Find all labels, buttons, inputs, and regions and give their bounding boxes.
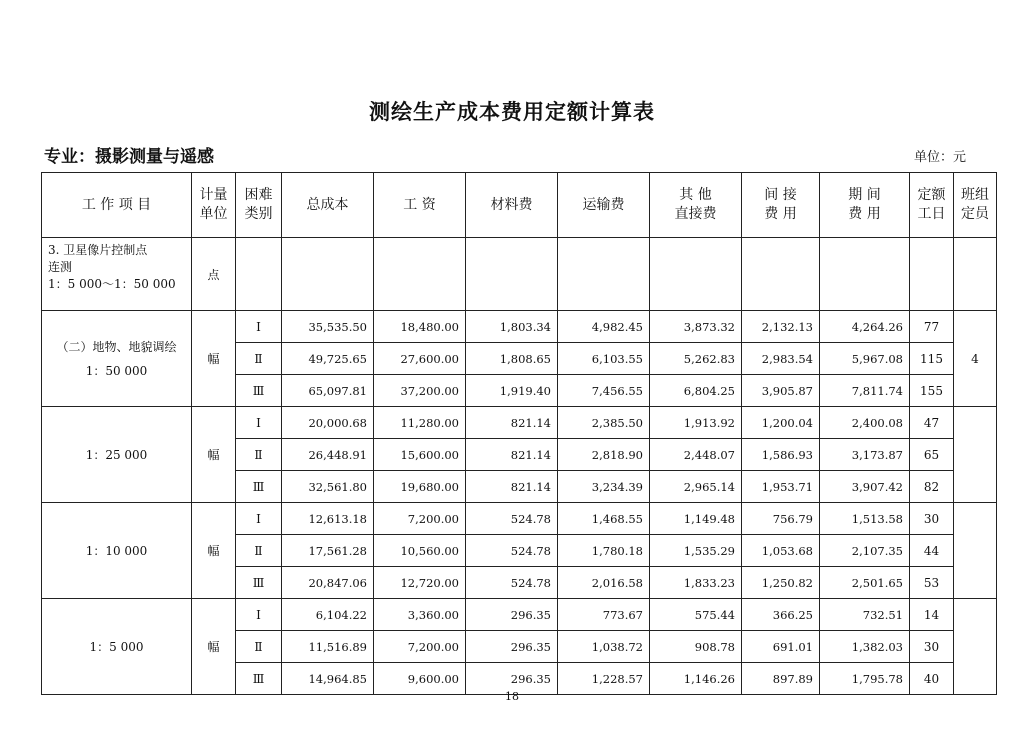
period-cell: 2,107.35 <box>820 535 910 567</box>
table-row <box>42 311 997 343</box>
item-line: 1：5 000～1：50 000 <box>48 277 176 291</box>
transport-cell: 1,228.57 <box>558 663 650 695</box>
indirect-cell: 1,953.71 <box>742 471 820 503</box>
days-cell: 155 <box>910 375 954 407</box>
material-cell: 296.35 <box>466 663 558 695</box>
empty-cell <box>820 238 910 311</box>
column-header-line: 类别 <box>244 206 273 222</box>
page-number: 18 <box>505 690 519 703</box>
item-cell <box>42 311 192 407</box>
item-line: 3. 卫星像片控制点 <box>48 243 148 257</box>
column-header-line: 运输费 <box>582 196 625 213</box>
unit-label: 单位：元 <box>913 150 966 165</box>
total-cell: 17,561.28 <box>282 535 374 567</box>
table-row <box>42 238 997 311</box>
unit-cell: 幅 <box>192 503 236 599</box>
material-cell: 1,803.34 <box>466 311 558 343</box>
class-cell: Ⅱ <box>236 631 282 663</box>
days-cell: 77 <box>910 311 954 343</box>
wage-cell: 7,200.00 <box>374 503 466 535</box>
item-cell <box>42 407 192 503</box>
wage-cell: 3,360.00 <box>374 599 466 631</box>
indirect-cell: 691.01 <box>742 631 820 663</box>
other-cell: 1,913.92 <box>650 407 742 439</box>
days-cell: 30 <box>910 631 954 663</box>
class-cell: Ⅲ <box>236 375 282 407</box>
indirect-cell: 3,905.87 <box>742 375 820 407</box>
days-cell: 82 <box>910 471 954 503</box>
material-cell: 296.35 <box>466 599 558 631</box>
days-cell: 115 <box>910 343 954 375</box>
days-cell: 53 <box>910 567 954 599</box>
indirect-cell: 2,132.13 <box>742 311 820 343</box>
item-line: （二）地物、地貌调绘 <box>56 339 177 354</box>
period-cell: 732.51 <box>820 599 910 631</box>
unit-cell: 点 <box>192 238 236 311</box>
indirect-cell: 2,983.54 <box>742 343 820 375</box>
wage-cell: 10,560.00 <box>374 535 466 567</box>
days-cell: 47 <box>910 407 954 439</box>
unit-cell: 幅 <box>192 407 236 503</box>
material-cell: 524.78 <box>466 567 558 599</box>
column-header-line: 困难 <box>244 187 273 203</box>
column-header <box>558 173 650 238</box>
column-header <box>466 173 558 238</box>
period-cell: 1,795.78 <box>820 663 910 695</box>
period-cell: 2,501.65 <box>820 567 910 599</box>
empty-cell <box>954 238 997 311</box>
column-header <box>236 173 282 238</box>
wage-cell: 11,280.00 <box>374 407 466 439</box>
crew-cell <box>954 503 997 599</box>
table-row <box>42 407 997 439</box>
transport-cell: 1,468.55 <box>558 503 650 535</box>
total-cell: 49,725.65 <box>282 343 374 375</box>
item-line: 1：50 000 <box>85 363 148 378</box>
column-header-line: 总成本 <box>306 196 349 213</box>
class-cell: Ⅲ <box>236 471 282 503</box>
days-cell: 40 <box>910 663 954 695</box>
column-header <box>820 173 910 238</box>
item-line: 连测 <box>48 260 73 274</box>
crew-cell: 4 <box>954 311 997 407</box>
period-cell: 1,382.03 <box>820 631 910 663</box>
empty-cell <box>742 238 820 311</box>
other-cell: 1,146.26 <box>650 663 742 695</box>
indirect-cell: 366.25 <box>742 599 820 631</box>
column-header <box>910 173 954 238</box>
days-cell: 30 <box>910 503 954 535</box>
other-cell: 2,965.14 <box>650 471 742 503</box>
transport-cell: 7,456.55 <box>558 375 650 407</box>
total-cell: 35,535.50 <box>282 311 374 343</box>
transport-cell: 4,982.45 <box>558 311 650 343</box>
total-cell: 14,964.85 <box>282 663 374 695</box>
period-cell: 3,907.42 <box>820 471 910 503</box>
cost-table <box>41 172 997 695</box>
material-cell: 821.14 <box>466 407 558 439</box>
transport-cell: 3,234.39 <box>558 471 650 503</box>
total-cell: 20,000.68 <box>282 407 374 439</box>
class-cell: Ⅰ <box>236 311 282 343</box>
total-cell: 32,561.80 <box>282 471 374 503</box>
wage-cell: 27,600.00 <box>374 343 466 375</box>
transport-cell: 2,385.50 <box>558 407 650 439</box>
column-header-line: 定员 <box>961 206 989 222</box>
period-cell: 3,173.87 <box>820 439 910 471</box>
table-row <box>42 503 997 535</box>
transport-cell: 1,038.72 <box>558 631 650 663</box>
other-cell: 1,149.48 <box>650 503 742 535</box>
indirect-cell: 1,586.93 <box>742 439 820 471</box>
transport-cell: 6,103.55 <box>558 343 650 375</box>
class-cell: Ⅱ <box>236 535 282 567</box>
class-cell: Ⅰ <box>236 599 282 631</box>
column-header <box>192 173 236 238</box>
class-cell: Ⅱ <box>236 343 282 375</box>
item-cell <box>42 238 192 311</box>
material-cell: 1,919.40 <box>466 375 558 407</box>
other-cell: 1,535.29 <box>650 535 742 567</box>
column-header-line: 期 间 <box>848 187 881 203</box>
column-header-line: 费 用 <box>848 206 881 222</box>
empty-cell <box>910 238 954 311</box>
wage-cell: 19,680.00 <box>374 471 466 503</box>
class-cell: Ⅰ <box>236 503 282 535</box>
column-header-line: 间 接 <box>764 187 797 203</box>
empty-cell <box>650 238 742 311</box>
indirect-cell: 897.89 <box>742 663 820 695</box>
total-cell: 12,613.18 <box>282 503 374 535</box>
total-cell: 11,516.89 <box>282 631 374 663</box>
column-header <box>742 173 820 238</box>
other-cell: 6,804.25 <box>650 375 742 407</box>
column-header-line: 费 用 <box>764 206 797 222</box>
period-cell: 1,513.58 <box>820 503 910 535</box>
item-line: 1：25 000 <box>85 447 148 462</box>
days-cell: 14 <box>910 599 954 631</box>
column-header-line: 材料费 <box>490 196 533 213</box>
specialty-label: 专业：摄影测量与遥感 <box>44 147 214 167</box>
material-cell: 524.78 <box>466 535 558 567</box>
wage-cell: 12,720.00 <box>374 567 466 599</box>
other-cell: 5,262.83 <box>650 343 742 375</box>
item-line: 1：5 000 <box>89 639 144 654</box>
wage-cell: 37,200.00 <box>374 375 466 407</box>
column-header-line: 工 资 <box>403 196 436 213</box>
empty-cell <box>466 238 558 311</box>
column-header-line: 直接费 <box>674 206 717 222</box>
column-header <box>954 173 997 238</box>
wage-cell: 7,200.00 <box>374 631 466 663</box>
total-cell: 65,097.81 <box>282 375 374 407</box>
class-cell: Ⅱ <box>236 439 282 471</box>
transport-cell: 2,016.58 <box>558 567 650 599</box>
other-cell: 2,448.07 <box>650 439 742 471</box>
material-cell: 821.14 <box>466 439 558 471</box>
indirect-cell: 756.79 <box>742 503 820 535</box>
transport-cell: 2,818.90 <box>558 439 650 471</box>
other-cell: 3,873.32 <box>650 311 742 343</box>
wage-cell: 18,480.00 <box>374 311 466 343</box>
transport-cell: 773.67 <box>558 599 650 631</box>
period-cell: 7,811.74 <box>820 375 910 407</box>
column-header-line: 班组 <box>961 187 989 203</box>
empty-cell <box>374 238 466 311</box>
indirect-cell: 1,053.68 <box>742 535 820 567</box>
total-cell: 20,847.06 <box>282 567 374 599</box>
transport-cell: 1,780.18 <box>558 535 650 567</box>
column-header <box>282 173 374 238</box>
column-header-line: 工日 <box>917 206 946 222</box>
column-header <box>42 173 192 238</box>
other-cell: 908.78 <box>650 631 742 663</box>
crew-cell <box>954 599 997 695</box>
column-header-line: 定额 <box>917 187 946 203</box>
class-cell: Ⅰ <box>236 407 282 439</box>
column-header-line: 其 他 <box>679 187 712 203</box>
empty-cell <box>236 238 282 311</box>
period-cell: 5,967.08 <box>820 343 910 375</box>
wage-cell: 15,600.00 <box>374 439 466 471</box>
column-header <box>650 173 742 238</box>
empty-cell <box>282 238 374 311</box>
item-cell <box>42 599 192 695</box>
total-cell: 6,104.22 <box>282 599 374 631</box>
column-header-line: 计量 <box>199 187 228 203</box>
days-cell: 65 <box>910 439 954 471</box>
table-row <box>42 599 997 631</box>
item-cell <box>42 503 192 599</box>
other-cell: 1,833.23 <box>650 567 742 599</box>
crew-cell <box>954 407 997 503</box>
page-title: 测绘生产成本费用定额计算表 <box>369 99 655 124</box>
unit-cell: 幅 <box>192 599 236 695</box>
material-cell: 524.78 <box>466 503 558 535</box>
material-cell: 1,808.65 <box>466 343 558 375</box>
table-header <box>42 173 997 238</box>
item-line: 1：10 000 <box>85 543 148 558</box>
wage-cell: 9,600.00 <box>374 663 466 695</box>
column-header <box>374 173 466 238</box>
empty-cell <box>558 238 650 311</box>
table-body <box>42 238 997 695</box>
other-cell: 575.44 <box>650 599 742 631</box>
period-cell: 4,264.26 <box>820 311 910 343</box>
indirect-cell: 1,250.82 <box>742 567 820 599</box>
period-cell: 2,400.08 <box>820 407 910 439</box>
class-cell: Ⅲ <box>236 567 282 599</box>
column-header-line: 工 作 项 目 <box>81 196 152 213</box>
unit-cell: 幅 <box>192 311 236 407</box>
column-header-line: 单位 <box>199 206 228 222</box>
indirect-cell: 1,200.04 <box>742 407 820 439</box>
material-cell: 821.14 <box>466 471 558 503</box>
class-cell: Ⅲ <box>236 663 282 695</box>
total-cell: 26,448.91 <box>282 439 374 471</box>
days-cell: 44 <box>910 535 954 567</box>
material-cell: 296.35 <box>466 631 558 663</box>
